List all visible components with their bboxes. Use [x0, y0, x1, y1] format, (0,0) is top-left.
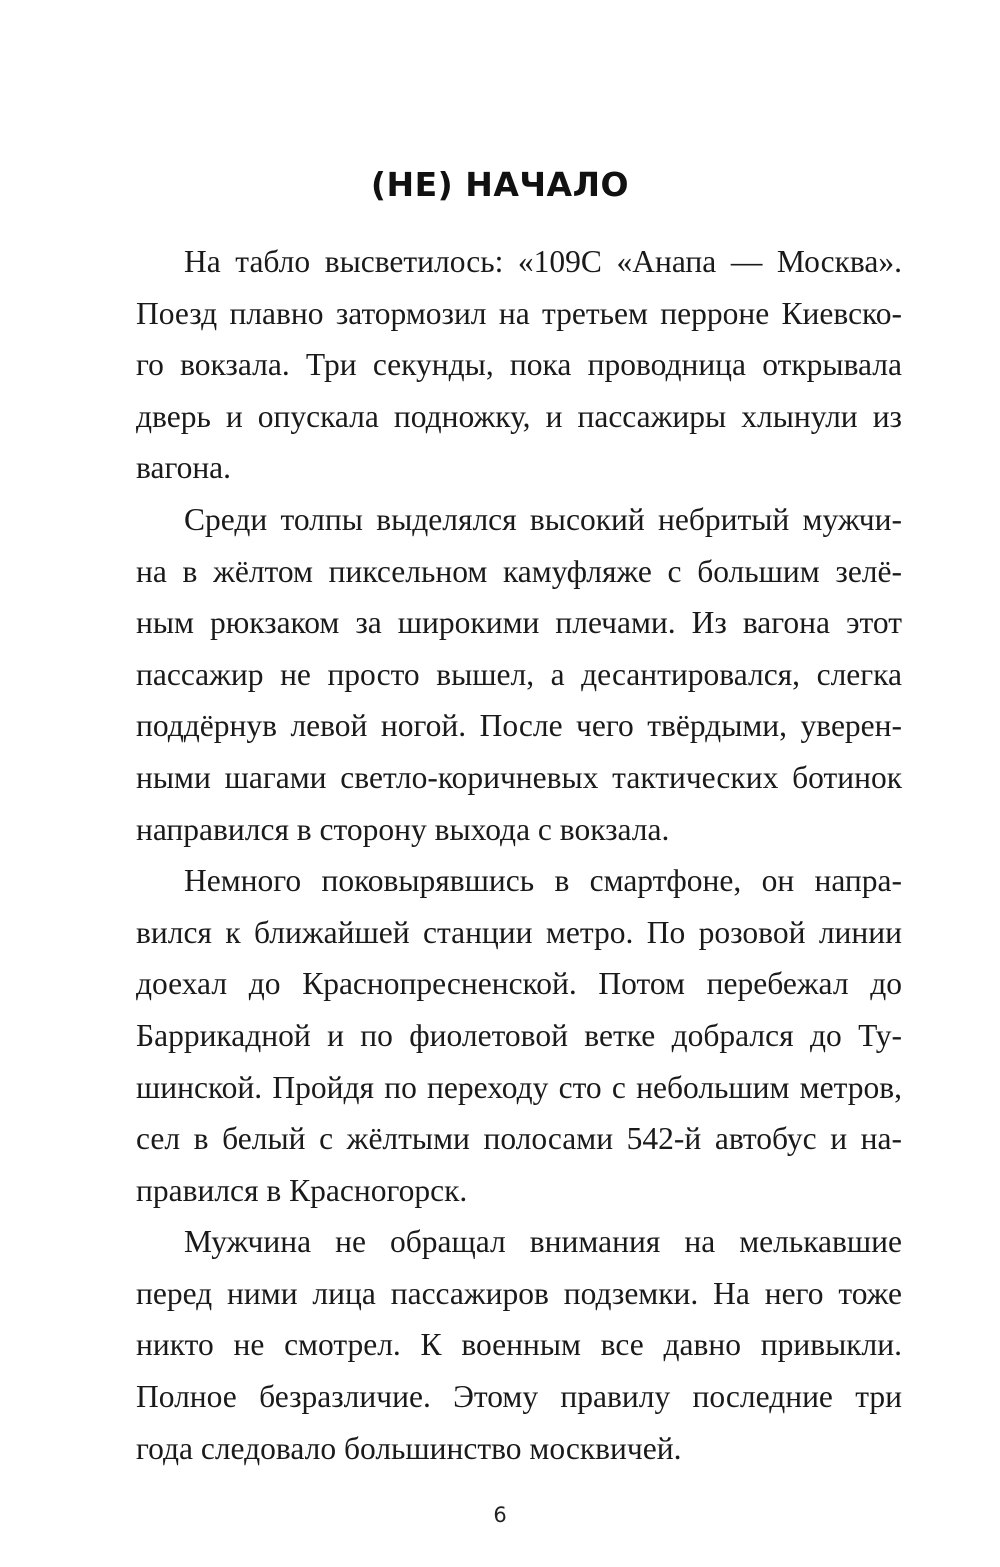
text-line: доехал до Краснопресненской. Потом перебежал до [136, 966, 902, 1002]
text-line: года следовало большинство москвичей. [136, 1430, 682, 1466]
page-number: 6 [493, 1503, 507, 1527]
text-line: Мужчина не обращал внимания на мелькавшие [184, 1224, 902, 1260]
text-line: вагона. [136, 450, 232, 486]
text-line: пассажир не просто вышел, а десантировался, слегка [136, 656, 902, 692]
text-line: перед ними лица пассажиров подземки. На него тоже [136, 1275, 902, 1311]
text-line: Баррикадной и по фиолетовой ветке добрался до Ту- [136, 1017, 902, 1053]
text-line: поддёрнув левой ногой. После чего твёрдыми, уверен- [136, 708, 902, 744]
body-text [136, 236, 902, 1474]
chapter-title: (НЕ) НАЧАЛО [370, 165, 630, 204]
text-line: го вокзала. Три секунды, пока проводница открывала [136, 347, 902, 383]
text-line: На табло высветилось: «109С «Анапа — Москва». [184, 244, 902, 279]
text-line: направился в сторону выхода с вокзала. [136, 811, 670, 847]
text-line: Немного поковырявшись в смартфоне, он напра- [184, 863, 902, 899]
text-line: дверь и опускала подножку, и пассажиры хлынули из [136, 398, 902, 434]
text-line: правился в Красногорск. [136, 1172, 468, 1208]
text-line: на в жёлтом пиксельном камуфляже с большим зелё- [136, 553, 902, 589]
text-line: никто не смотрел. К военным все давно привыкли. [136, 1327, 902, 1363]
text-line: ным рюкзаком за широкими плечами. Из вагона этот [136, 605, 902, 641]
text-line: Среди толпы выделялся высокий небритый мужчи- [184, 501, 902, 537]
text-line: шинской. Пройдя по переходу сто с небольшим метров, [136, 1069, 902, 1105]
text-line: ными шагами светло-коричневых тактических ботинок [136, 759, 902, 795]
text-line: вился к ближайшей станции метро. По розовой линии [136, 914, 902, 950]
text-line: сел в белый с жёлтыми полосами 542-й автобус и на- [136, 1121, 902, 1157]
paragraph-2 [136, 494, 902, 855]
text-line: Полное безразличие. Этому правилу последние три [136, 1379, 902, 1415]
paragraph-1 [136, 236, 902, 494]
paragraph-4 [136, 1216, 902, 1474]
text-line: Поезд плавно затормозил на третьем перроне Киевско- [136, 295, 902, 331]
paragraph-3 [136, 855, 902, 1216]
